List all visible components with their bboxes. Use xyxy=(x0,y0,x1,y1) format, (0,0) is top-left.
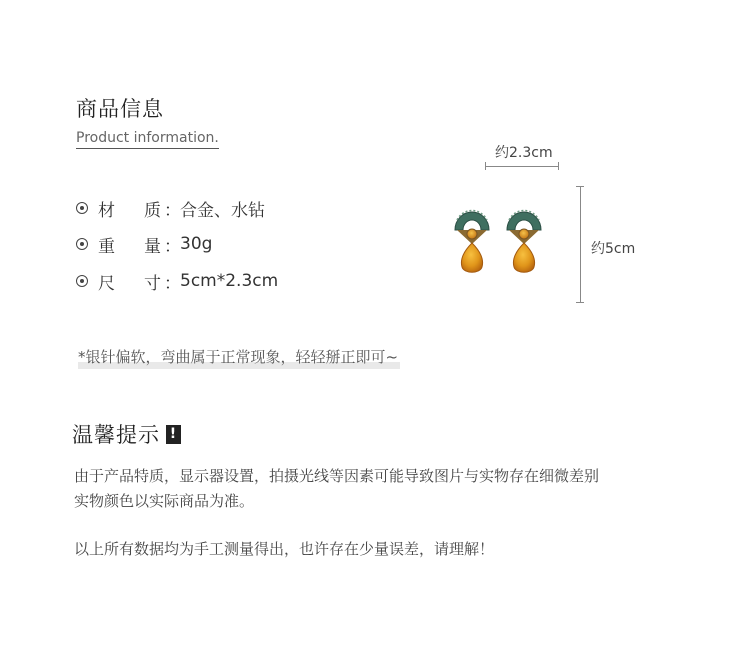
bullet-icon xyxy=(76,238,88,250)
spec-row-material xyxy=(76,196,265,220)
width-tick-left xyxy=(485,162,486,170)
spec-key-char1: 材 xyxy=(98,200,115,221)
width-tick-right xyxy=(558,162,559,170)
earrings-image xyxy=(448,200,560,282)
exclamation-icon: ! xyxy=(166,425,181,444)
tips-paragraph-1-line-2: 实物颜色以实际商品为准。 xyxy=(74,492,255,510)
spec-value: 合金、水钻 xyxy=(180,200,265,221)
height-tick-top xyxy=(576,186,584,187)
spec-key-char1: 尺 xyxy=(98,273,115,294)
spec-colon: ： xyxy=(164,200,181,221)
spec-key-char2: 量 xyxy=(144,236,161,257)
spec-key-char1: 重 xyxy=(98,236,115,257)
earring-left xyxy=(455,210,489,272)
tips-title-text: 温馨提示 xyxy=(72,423,160,447)
earring-right xyxy=(507,210,541,272)
bullet-icon xyxy=(76,202,88,214)
bullet-icon xyxy=(76,275,88,287)
care-note: *银针偏软，弯曲属于正常现象，轻轻掰正即可~ xyxy=(78,346,400,369)
spec-row-weight xyxy=(76,232,212,256)
spec-row-size xyxy=(76,269,278,293)
tips-title xyxy=(72,419,181,449)
height-dimension-label: 约5cm xyxy=(591,241,636,257)
width-dimension-label: 约2.3cm xyxy=(495,145,553,161)
spec-key-char2: 质 xyxy=(144,200,161,221)
spec-value: 5cm*2.3cm xyxy=(180,271,279,291)
spec-colon: ： xyxy=(164,236,181,257)
section-subtitle: Product information. xyxy=(76,130,219,149)
tips-paragraph-2: 以上所有数据均为手工测量得出，也许存在少量误差，请理解！ xyxy=(74,540,495,558)
spec-value: 30g xyxy=(180,234,213,254)
width-dimension-line xyxy=(485,166,559,167)
spec-key-char2: 寸 xyxy=(144,273,161,294)
tips-paragraph-1-line-1: 由于产品特质，显示器设置，拍摄光线等因素可能导致图片与实物存在细微差别 xyxy=(74,467,600,485)
spec-colon: ： xyxy=(164,273,181,294)
section-title: 商品信息 xyxy=(76,97,164,121)
tips-paragraph-1 xyxy=(74,464,599,514)
height-tick-bottom xyxy=(576,302,584,303)
height-dimension-line xyxy=(580,186,581,303)
